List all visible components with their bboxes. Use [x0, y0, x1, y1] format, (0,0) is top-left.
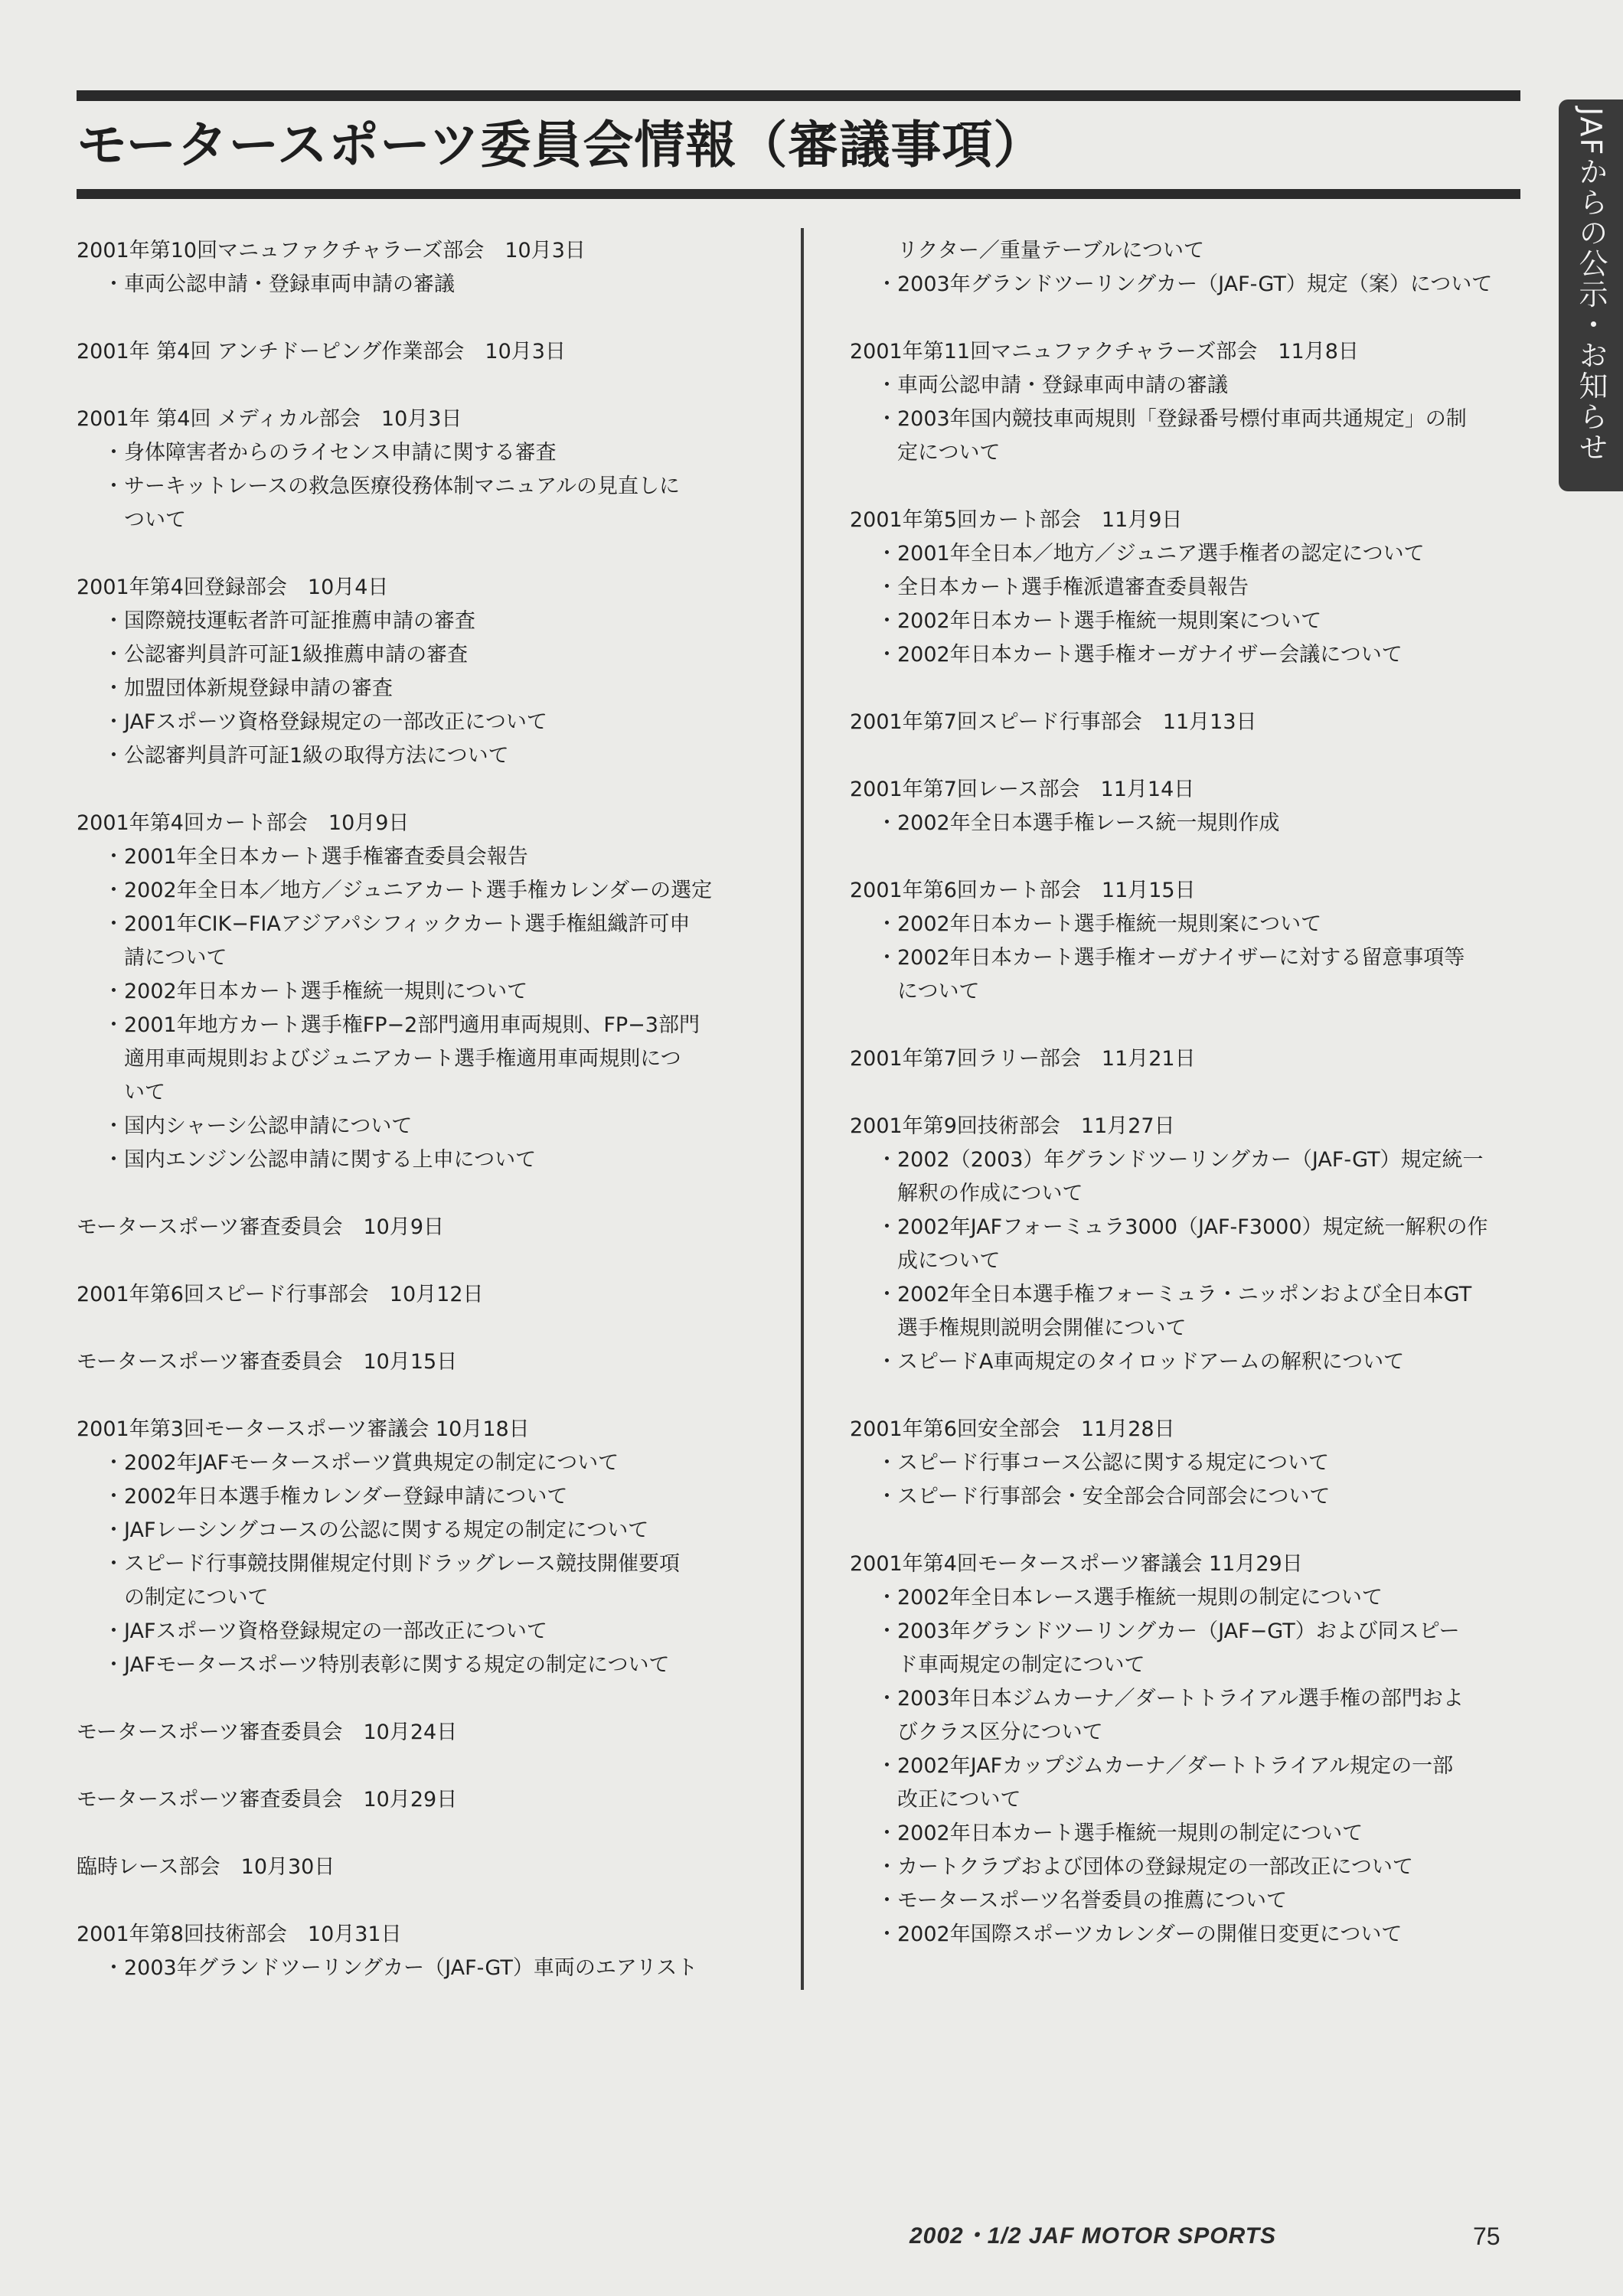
agenda-item-text: スピード行事部会・安全部会合同部会について	[897, 1485, 1331, 1508]
agenda-item-text: 身体障害者からのライセンス申請に関する審査	[124, 441, 557, 465]
bullet-mark: ・	[877, 1350, 897, 1374]
agenda-item-text: 公認審判員許可証1級の取得方法について	[124, 744, 509, 768]
agenda-item	[850, 1918, 1539, 1952]
agenda-item-text: リクター／重量テーブルについて	[897, 239, 1204, 263]
agenda-item-text: 2001年CIK−FIAアジアパシフィックカート選手権組織許可申	[124, 912, 691, 936]
agenda-item-text: 2002（2003）年グランドツーリングカー（JAF-GT）規定統一	[897, 1148, 1484, 1172]
agenda-item	[77, 908, 766, 941]
agenda-item	[850, 908, 1539, 941]
meeting-heading: 2001年第5回カート部会 11月9日	[850, 508, 1183, 532]
agenda-item-text: 2003年グランドツーリングカー（JAF-GT）車両のエアリスト	[124, 1956, 698, 1980]
agenda-block	[850, 504, 1539, 672]
agenda-block	[850, 874, 1539, 1009]
bullet-mark: ・	[103, 272, 124, 296]
bullet-mark: ・	[877, 1485, 897, 1508]
agenda-item-text: について	[897, 980, 980, 1003]
agenda-block	[77, 807, 766, 1177]
agenda-item	[850, 1211, 1539, 1244]
agenda-item-text: 2002年全日本選手権フォーミュラ・ニッポンおよび全日本GT	[897, 1283, 1472, 1306]
bullet-mark: ・	[877, 946, 897, 970]
meeting-heading: 2001年第6回安全部会 11月28日	[850, 1417, 1175, 1441]
agenda-block	[850, 1548, 1539, 1952]
agenda-item-text: 2002年日本選手権カレンダー登録申請について	[124, 1485, 568, 1508]
agenda-item	[850, 1851, 1539, 1884]
meeting-heading: 2001年 第4回 メディカル部会 10月3日	[77, 407, 462, 431]
agenda-item	[77, 1143, 766, 1177]
agenda-item-text: 2001年地方カート選手権FP−2部門適用車両規則、FP−3部門	[124, 1013, 700, 1037]
agenda-item-text: 2002年日本カート選手権統一規則について	[124, 980, 528, 1003]
agenda-block	[77, 1413, 766, 1682]
bullet-mark: ・	[103, 879, 124, 902]
agenda-item	[850, 1817, 1539, 1851]
agenda-item-continuation	[77, 1076, 766, 1110]
side-tab-label: JAFからの公示・お知らせ	[1574, 107, 1608, 463]
bullet-mark: ・	[877, 272, 897, 296]
agenda-item	[850, 571, 1539, 605]
agenda-item	[77, 672, 766, 706]
agenda-item	[77, 470, 766, 504]
agenda-item-continuation	[77, 941, 766, 975]
agenda-block	[77, 1345, 766, 1379]
bullet-mark: ・	[103, 1518, 124, 1542]
agenda-item-text: 2003年グランドツーリングカー（JAF−GT）および同スピー	[897, 1619, 1460, 1643]
agenda-item	[77, 268, 766, 302]
agenda-item	[850, 941, 1539, 975]
agenda-item	[850, 369, 1539, 403]
meeting-heading: モータースポーツ審査委員会 10月9日	[77, 1215, 445, 1239]
bullet-mark: ・	[877, 912, 897, 936]
bullet-mark: ・	[877, 1754, 897, 1778]
agenda-item-text: スピード行事競技開催規定付則ドラッグレース競技開催要項	[124, 1552, 681, 1576]
agenda-item	[850, 403, 1539, 436]
meeting-heading: 臨時レース部会 10月30日	[77, 1855, 335, 1879]
agenda-item	[77, 874, 766, 908]
agenda-block	[850, 234, 1539, 302]
agenda-item	[850, 807, 1539, 840]
bullet-mark: ・	[103, 609, 124, 633]
agenda-item	[77, 1480, 766, 1514]
agenda-item-text: 請について	[124, 946, 227, 970]
meeting-heading: モータースポーツ審査委員会 10月15日	[77, 1350, 458, 1374]
agenda-item-text: 2002年日本カート選手権オーガナイザー会議について	[897, 643, 1403, 667]
meeting-heading: 2001年第7回レース部会 11月14日	[850, 778, 1195, 801]
agenda-item-text: 2001年全日本カート選手権審査委員会報告	[124, 845, 528, 869]
agenda-block	[77, 1716, 766, 1750]
agenda-item-text: 2002年日本カート選手権統一規則の制定について	[897, 1821, 1363, 1845]
right-column	[850, 234, 1539, 1985]
agenda-block	[850, 1042, 1539, 1076]
agenda-item	[850, 1615, 1539, 1649]
bullet-mark: ・	[877, 1215, 897, 1239]
footer-magazine-name: 2002・1/2 JAF MOTOR SPORTS	[909, 2223, 1277, 2249]
agenda-item-continuation	[77, 504, 766, 537]
agenda-item	[77, 1446, 766, 1480]
meeting-heading: 2001年第10回マニュファクチャラーズ部会 10月3日	[77, 239, 586, 263]
bullet-mark: ・	[103, 710, 124, 734]
agenda-item-text: スピードA車両規定のタイロッドアームの解釈について	[897, 1350, 1405, 1374]
bullet-mark: ・	[103, 643, 124, 667]
meeting-heading: モータースポーツ審査委員会 10月24日	[77, 1720, 458, 1744]
title-rule-bottom	[77, 189, 1520, 199]
agenda-item-text: スピード行事コース公認に関する規定について	[897, 1451, 1330, 1475]
agenda-item-text: 公認審判員許可証1級推薦申請の審査	[124, 643, 469, 667]
agenda-item-text: 車両公認申請・登録車両申請の審議	[124, 272, 455, 296]
agenda-item-text: 成について	[897, 1249, 1001, 1273]
agenda-block	[850, 773, 1539, 840]
agenda-item-text: JAFスポーツ資格登録規定の一部改正について	[124, 1619, 547, 1643]
bullet-mark: ・	[877, 1923, 897, 1946]
bullet-mark: ・	[103, 980, 124, 1003]
agenda-item-text: 2002年全日本選手権レース統一規則作成	[897, 811, 1280, 835]
agenda-block	[77, 335, 766, 369]
agenda-item-text: 2002年日本カート選手権オーガナイザーに対する留意事項等	[897, 946, 1465, 970]
bullet-mark: ・	[877, 1855, 897, 1879]
bullet-mark: ・	[877, 373, 897, 397]
agenda-block	[77, 1211, 766, 1244]
bullet-mark: ・	[103, 1148, 124, 1172]
agenda-item-text: JAFレーシングコースの公認に関する規定の制定について	[124, 1518, 649, 1542]
agenda-item-text: 適用車両規則およびジュニアカート選手権適用車両規則につ	[124, 1047, 681, 1071]
agenda-item	[850, 605, 1539, 638]
agenda-item-text: 2002年日本カート選手権統一規則案について	[897, 609, 1322, 633]
bullet-mark: ・	[103, 1619, 124, 1643]
agenda-item-text: 国内シャーシ公認申請について	[124, 1114, 413, 1138]
bullet-mark: ・	[877, 1283, 897, 1306]
agenda-item-text: 改正について	[897, 1788, 1021, 1812]
agenda-item-text: 2002年日本カート選手権統一規則案について	[897, 912, 1322, 936]
agenda-item	[850, 1143, 1539, 1177]
bullet-mark: ・	[877, 811, 897, 835]
agenda-block	[77, 1918, 766, 1985]
agenda-item-text: ド車両規定の制定について	[897, 1653, 1145, 1677]
bullet-mark: ・	[103, 441, 124, 465]
agenda-item-text: 2003年日本ジムカーナ／ダートトライアル選手権の部門およ	[897, 1687, 1464, 1711]
footer-page-number: 75	[1473, 2223, 1501, 2250]
agenda-item	[850, 1278, 1539, 1312]
agenda-item-text: 2002年JAFフォーミュラ3000（JAF-F3000）規定統一解釈の作	[897, 1215, 1488, 1239]
bullet-mark: ・	[103, 1956, 124, 1980]
bullet-mark: ・	[103, 1653, 124, 1677]
agenda-block	[850, 706, 1539, 739]
agenda-item-text: 2002年国際スポーツカレンダーの開催日変更について	[897, 1923, 1403, 1946]
agenda-item	[77, 1514, 766, 1548]
agenda-item	[77, 975, 766, 1009]
agenda-item-text: 2003年グランドツーリングカー（JAF-GT）規定（案）について	[897, 272, 1493, 296]
agenda-item-continuation	[850, 1244, 1539, 1278]
meeting-heading: 2001年第3回モータースポーツ審議会 10月18日	[77, 1417, 530, 1441]
bullet-mark: ・	[103, 1485, 124, 1508]
agenda-item	[77, 1649, 766, 1682]
bullet-mark: ・	[877, 576, 897, 599]
agenda-item-text: ついて	[124, 508, 186, 532]
agenda-item	[77, 436, 766, 470]
left-column	[77, 234, 766, 2019]
agenda-item	[77, 638, 766, 672]
agenda-item-text: サーキットレースの救急医療役務体制マニュアルの見直しに	[124, 475, 681, 498]
bullet-mark: ・	[103, 475, 124, 498]
meeting-heading: 2001年第6回スピード行事部会 10月12日	[77, 1283, 484, 1306]
meeting-heading: 2001年第7回スピード行事部会 11月13日	[850, 710, 1257, 734]
meeting-heading: 2001年第9回技術部会 11月27日	[850, 1114, 1175, 1138]
meeting-heading: 2001年第11回マニュファクチャラーズ部会 11月8日	[850, 340, 1359, 364]
bullet-mark: ・	[877, 1687, 897, 1711]
agenda-item	[77, 1110, 766, 1143]
agenda-item	[850, 234, 1539, 268]
bullet-mark: ・	[877, 1889, 897, 1913]
meeting-heading: 2001年第4回モータースポーツ審議会 11月29日	[850, 1552, 1303, 1576]
section-side-tab	[1559, 99, 1623, 491]
bullet-mark: ・	[877, 1821, 897, 1845]
title-rule-top	[77, 90, 1520, 101]
agenda-item-continuation	[850, 1177, 1539, 1211]
agenda-block	[77, 1783, 766, 1817]
agenda-item	[77, 840, 766, 874]
agenda-item-text: JAFモータースポーツ特別表彰に関する規定の制定について	[124, 1653, 670, 1677]
agenda-block	[850, 1110, 1539, 1379]
meeting-heading: 2001年第6回カート部会 11月15日	[850, 879, 1196, 902]
agenda-item	[850, 268, 1539, 302]
agenda-item-text: 2002年JAFモータースポーツ賞典規定の制定について	[124, 1451, 619, 1475]
page-title: モータースポーツ委員会情報（審議事項）	[77, 116, 1045, 174]
agenda-item-text: 全日本カート選手権派遣審査委員報告	[897, 576, 1249, 599]
bullet-mark: ・	[877, 643, 897, 667]
bullet-mark: ・	[877, 1148, 897, 1172]
agenda-item	[77, 1548, 766, 1581]
agenda-item	[850, 1480, 1539, 1514]
meeting-heading: 2001年第8回技術部会 10月31日	[77, 1923, 402, 1946]
agenda-item-text: 2001年全日本／地方／ジュニア選手権者の認定について	[897, 542, 1425, 566]
agenda-item-text: 2003年国内競技車両規則「登録番号標付車両共通規定」の制	[897, 407, 1467, 431]
agenda-item-continuation	[77, 1042, 766, 1076]
bullet-mark: ・	[877, 609, 897, 633]
agenda-item-continuation	[850, 1783, 1539, 1817]
agenda-item	[850, 537, 1539, 571]
agenda-item-text: 2002年全日本／地方／ジュニアカート選手権カレンダーの選定	[124, 879, 713, 902]
column-divider	[801, 228, 804, 1990]
bullet-mark: ・	[877, 1619, 897, 1643]
bullet-mark: ・	[877, 1586, 897, 1609]
agenda-item-text: カートクラブおよび団体の登録規定の一部改正について	[897, 1855, 1413, 1879]
bullet-mark: ・	[103, 677, 124, 700]
agenda-item-text: 選手権規則説明会開催について	[897, 1316, 1187, 1340]
agenda-item-continuation	[850, 1312, 1539, 1345]
agenda-item-text: 国内エンジン公認申請に関する上申について	[124, 1148, 537, 1172]
agenda-item-text: 加盟団体新規登録申請の審査	[124, 677, 393, 700]
bullet-mark: ・	[103, 744, 124, 768]
agenda-item-text: 2002年JAFカップジムカーナ／ダートトライアル規定の一部	[897, 1754, 1454, 1778]
agenda-block	[77, 234, 766, 302]
agenda-item-text: 解釈の作成について	[897, 1182, 1083, 1205]
agenda-item	[77, 605, 766, 638]
agenda-block	[77, 403, 766, 537]
meeting-heading: 2001年第4回登録部会 10月4日	[77, 576, 389, 599]
agenda-item-text: の制定について	[124, 1586, 269, 1609]
agenda-item	[850, 1682, 1539, 1716]
agenda-item	[850, 1345, 1539, 1379]
agenda-item-text: JAFスポーツ資格登録規定の一部改正について	[124, 710, 547, 734]
agenda-item-text: 車両公認申請・登録車両申請の審議	[897, 373, 1228, 397]
agenda-item	[850, 638, 1539, 672]
agenda-block	[77, 571, 766, 773]
agenda-item	[850, 1581, 1539, 1615]
meeting-heading: 2001年第7回ラリー部会 11月21日	[850, 1047, 1196, 1071]
meeting-heading: 2001年第4回カート部会 10月9日	[77, 811, 410, 835]
agenda-item	[77, 1615, 766, 1649]
bullet-mark: ・	[103, 1552, 124, 1576]
agenda-item	[850, 1750, 1539, 1783]
agenda-item	[77, 1009, 766, 1042]
agenda-item-continuation	[850, 1716, 1539, 1750]
agenda-item	[77, 1952, 766, 1985]
agenda-item-text: びクラス区分について	[897, 1720, 1103, 1744]
agenda-block	[850, 1413, 1539, 1514]
agenda-item-continuation	[850, 436, 1539, 470]
agenda-item-text: 定について	[897, 441, 1001, 465]
agenda-item-continuation	[77, 1581, 766, 1615]
agenda-item-text: 2002年全日本レース選手権統一規則の制定について	[897, 1586, 1383, 1609]
bullet-mark: ・	[877, 542, 897, 566]
meeting-heading: 2001年 第4回 アンチドーピング作業部会 10月3日	[77, 340, 566, 364]
agenda-item-text: いて	[124, 1081, 165, 1104]
agenda-item-continuation	[850, 1649, 1539, 1682]
agenda-block	[77, 1278, 766, 1312]
bullet-mark: ・	[103, 912, 124, 936]
agenda-item	[77, 706, 766, 739]
bullet-mark: ・	[103, 1114, 124, 1138]
bullet-mark: ・	[877, 1451, 897, 1475]
agenda-item-text: モータースポーツ名誉委員の推薦について	[897, 1889, 1287, 1913]
agenda-item	[850, 1884, 1539, 1918]
agenda-item	[850, 1446, 1539, 1480]
bullet-mark: ・	[103, 1451, 124, 1475]
agenda-item	[77, 739, 766, 773]
meeting-heading: モータースポーツ審査委員会 10月29日	[77, 1788, 458, 1812]
bullet-mark: ・	[103, 845, 124, 869]
agenda-item-text: 国際競技運転者許可証推薦申請の審査	[124, 609, 475, 633]
agenda-block	[850, 335, 1539, 470]
agenda-block	[77, 1851, 766, 1884]
bullet-mark: ・	[877, 407, 897, 431]
agenda-item-continuation	[850, 975, 1539, 1009]
bullet-mark: ・	[103, 1013, 124, 1037]
